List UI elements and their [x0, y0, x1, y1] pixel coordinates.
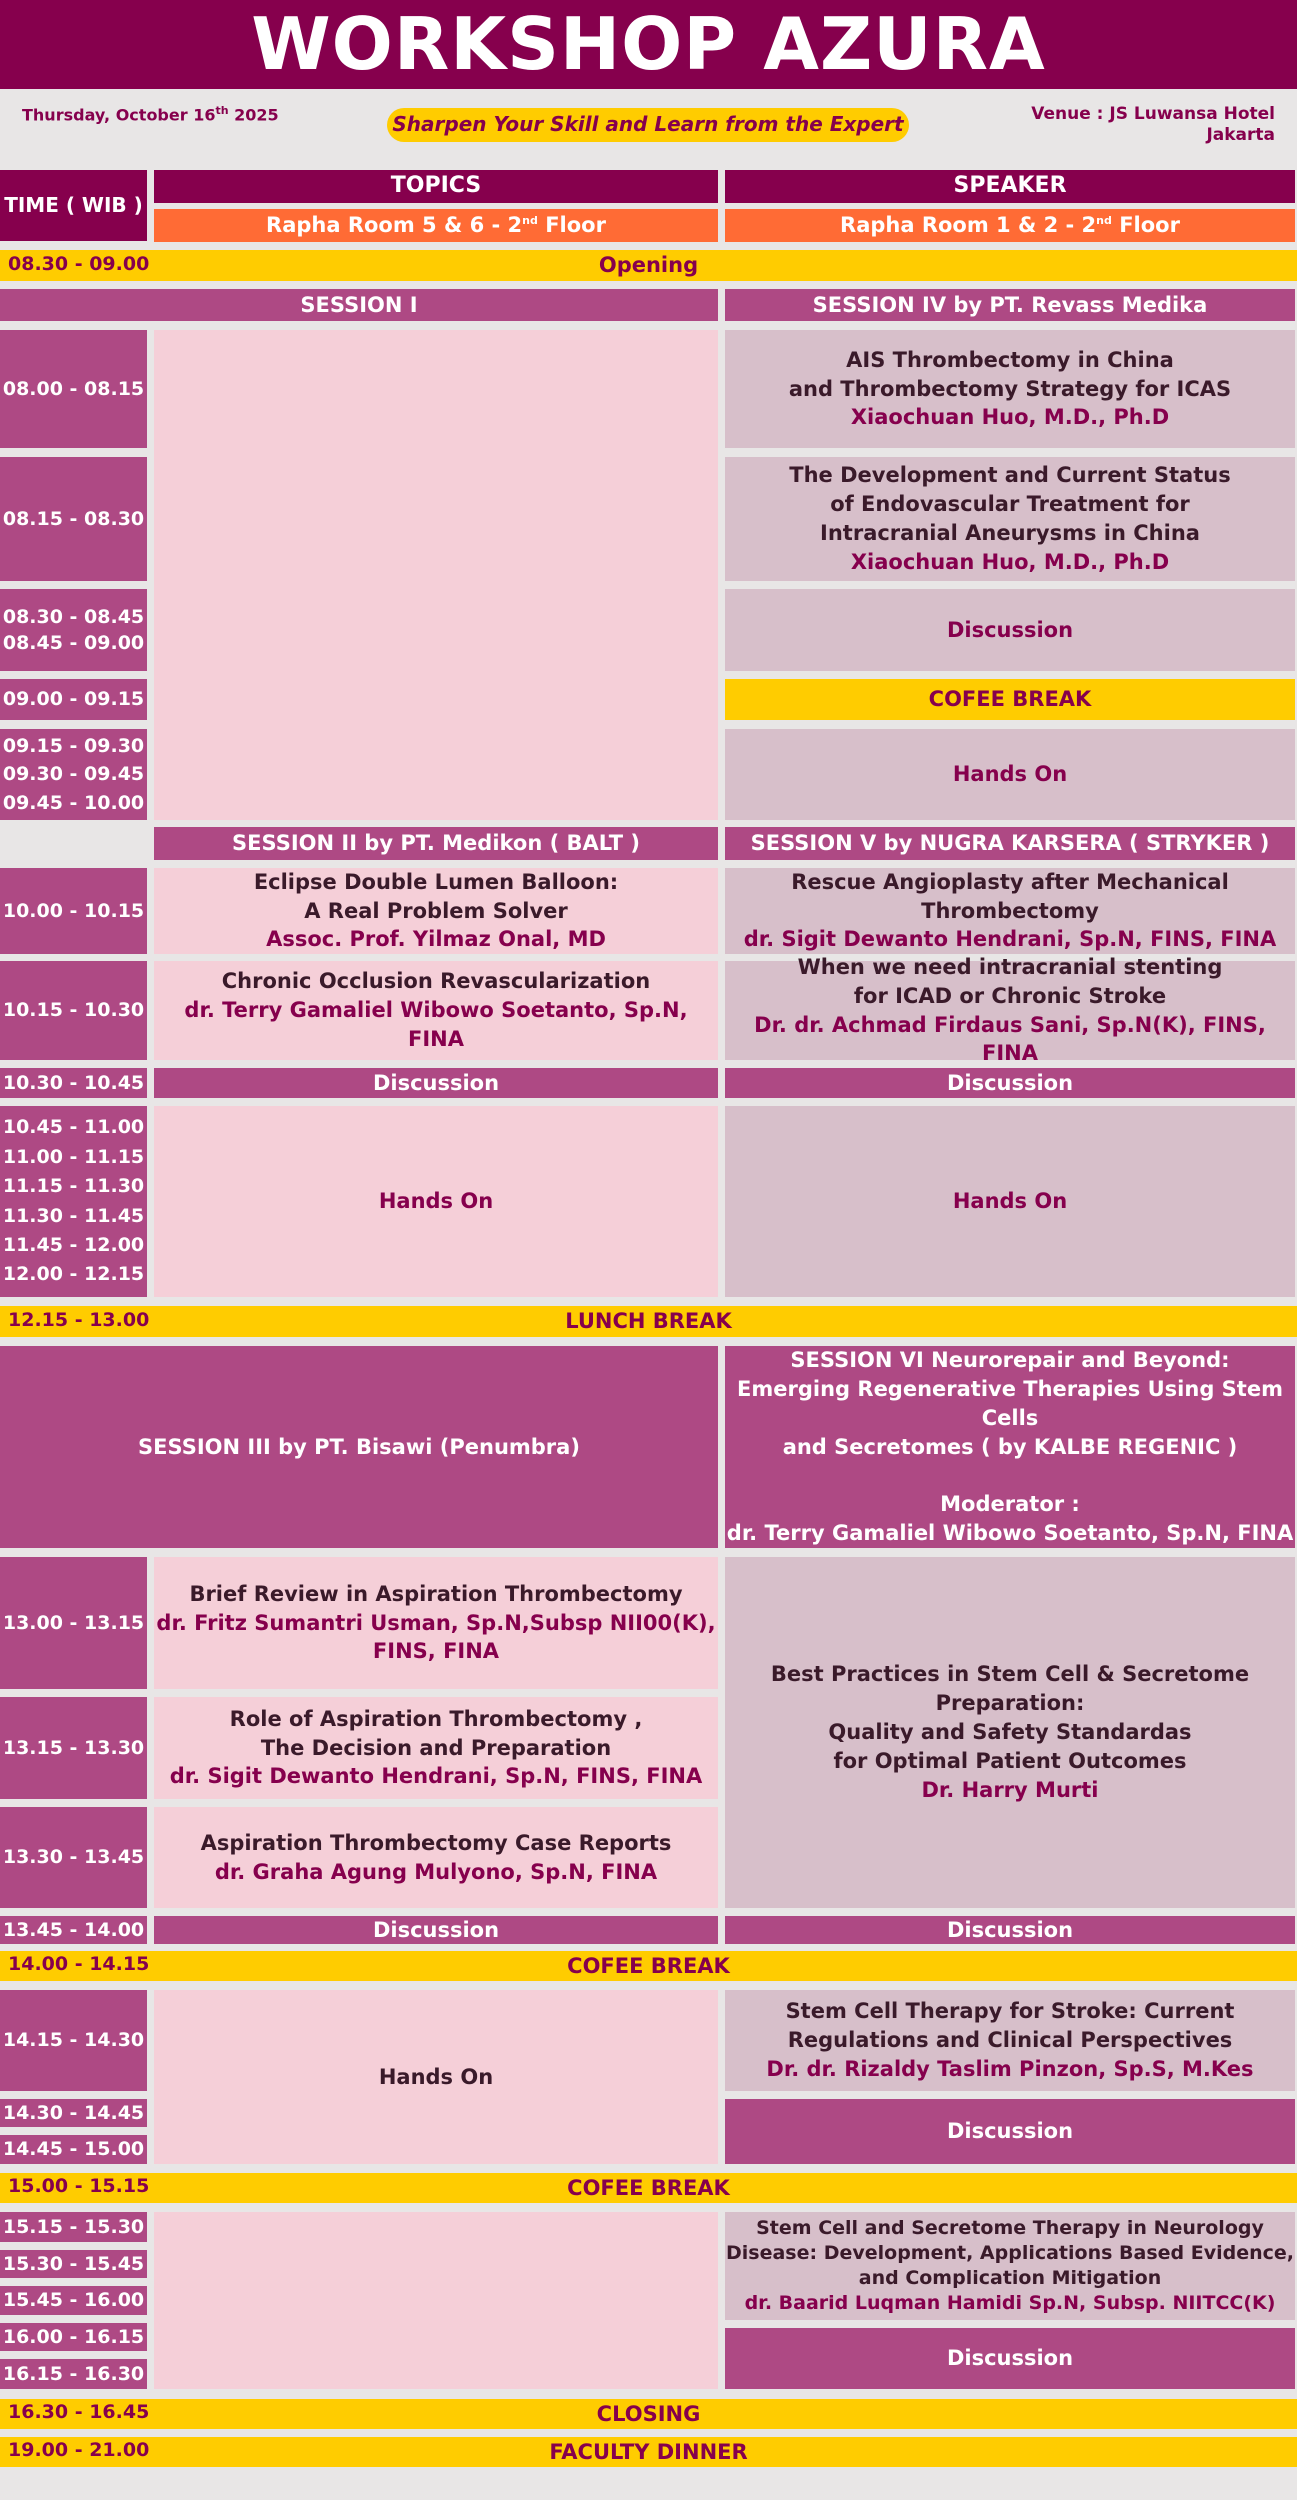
lunch-time: 12.15 - 13.00 [8, 1309, 150, 1331]
speaker-name: FINS, FINA [372, 1639, 500, 1664]
room-left-text: Rapha Room 5 & 6 - 2 [266, 213, 523, 238]
speaker-name: dr. Fritz Sumantri Usman, Sp.N,Subsp NII00(K), [156, 1610, 716, 1635]
break-bar [0, 1951, 1297, 1981]
talk-cell [725, 868, 1295, 954]
time-label: 11.30 - 11.45 [2, 1204, 145, 1227]
time-header-label: TIME ( WIB ) [4, 192, 143, 217]
talk-title: Aspiration Thrombectomy Case Reports [200, 1830, 672, 1855]
handson-label: Hands On [378, 2064, 494, 2089]
time-slot [0, 2212, 147, 2242]
time-label: 14.45 - 15.00 [2, 2138, 145, 2161]
discussion-cell [725, 2328, 1295, 2389]
moderator-label: Moderator : [940, 1491, 1080, 1516]
talk-title: Regulations and Clinical Perspectives [787, 2028, 1233, 2053]
speaker-name: Xiaochuan Huo, M.D., Ph.D [850, 405, 1170, 430]
closing-label: CLOSING [596, 2401, 701, 2426]
session-2-title: SESSION II by PT. Medikon ( BALT ) [232, 831, 640, 856]
talk-title: and Thrombectomy Strategy for ICAS [788, 376, 1232, 401]
speaker-name: Assoc. Prof. Yilmaz Onal, MD [266, 927, 606, 952]
tagline: Sharpen Your Skill and Learn from the Expert [392, 112, 904, 137]
talk-cell [725, 330, 1295, 448]
time-slot [0, 868, 147, 954]
time-label: 13.00 - 13.15 [2, 1611, 145, 1634]
venue [1031, 104, 1275, 147]
time-label: 10.15 - 10.30 [2, 999, 145, 1022]
speaker-name: dr. Sigit Dewanto Hendrani, Sp.N, FINS, FINA [743, 927, 1277, 952]
time-slot [0, 2286, 147, 2315]
time-slot [0, 961, 147, 1060]
discussion-cell [154, 1916, 718, 1944]
topics-column-header [154, 170, 718, 203]
talk-cell [154, 1807, 718, 1908]
time-slot [0, 1068, 147, 1098]
talk-title: Eclipse Double Lumen Balloon: [253, 869, 619, 894]
time-label: 11.00 - 11.15 [2, 1145, 145, 1168]
break-cell [725, 679, 1295, 720]
opening-bar [0, 250, 1297, 281]
time-slot [0, 2323, 147, 2351]
discussion-label: Discussion [946, 2119, 1074, 2144]
speaker-column-header [725, 170, 1295, 203]
discussion-cell [725, 589, 1295, 671]
time-label: 11.15 - 11.30 [2, 1175, 145, 1198]
dinner-label: FACULTY DINNER [549, 2439, 748, 2464]
date-year: 2025 [228, 105, 279, 125]
speaker-name: Dr. dr. Rizaldy Taslim Pinzon, Sp.S, M.Kes [766, 2056, 1254, 2081]
lunch-bar [0, 1306, 1297, 1337]
time-slot [0, 330, 147, 448]
talk-cell [725, 2212, 1295, 2320]
time-slot [0, 2359, 147, 2389]
time-label: 11.45 - 12.00 [2, 1233, 145, 1256]
time-slot [0, 1916, 147, 1944]
time-label: 08.30 - 08.45 [2, 605, 145, 628]
venue-line2: Jakarta [1206, 125, 1275, 146]
break-bar [0, 2173, 1297, 2203]
speaker-name: dr. Graha Agung Mulyono, Sp.N, FINA [214, 1859, 658, 1884]
session-1-body [154, 330, 718, 820]
room-right-text: Rapha Room 1 & 2 - 2 [840, 213, 1097, 238]
speaker-name: Xiaochuan Huo, M.D., Ph.D [850, 549, 1170, 574]
session-3-header [0, 1346, 718, 1548]
time-label: 10.00 - 10.15 [2, 899, 145, 922]
title-banner [0, 0, 1297, 89]
handson-cell [154, 1106, 718, 1297]
time-slot [0, 729, 147, 820]
talk-title: of Endovascular Treatment for [830, 492, 1190, 517]
time-slot [0, 2250, 147, 2278]
dinner-time: 19.00 - 21.00 [8, 2439, 150, 2461]
time-label: 09.00 - 09.15 [2, 688, 145, 711]
talk-title: Stem Cell and Secretome Therapy in Neurology [756, 2216, 1264, 2239]
time-label: 13.15 - 13.30 [2, 1736, 145, 1759]
room-left [154, 209, 718, 242]
moderator-name: dr. Terry Gamaliel Wibowo Soetanto, Sp.N, FINA [726, 1520, 1294, 1545]
session-1-title: SESSION I [300, 292, 418, 317]
talk-cell [154, 868, 718, 954]
break-label: COFEE BREAK [928, 687, 1092, 712]
talk-title: The Development and Current Status [789, 463, 1231, 488]
session-6-header [725, 1346, 1295, 1548]
session-2-header [154, 827, 718, 860]
session-3-title: SESSION III by PT. Bisawi (Penumbra) [138, 1434, 580, 1459]
time-label: 13.30 - 13.45 [2, 1846, 145, 1869]
page-title: WORKSHOP AZURA [251, 1, 1046, 86]
talk-title: and Complication Mitigation [858, 2267, 1162, 2289]
tagline-pill [387, 108, 909, 142]
time-label: 13.45 - 14.00 [2, 1918, 145, 1941]
handson-cell [154, 1990, 718, 2164]
handson-label: Hands On [952, 762, 1068, 787]
talk-cell [725, 1557, 1295, 1908]
room-right [725, 209, 1295, 242]
talk-title: for Optimal Patient Outcomes [833, 1748, 1187, 1773]
discussion-label: Discussion [372, 1070, 500, 1095]
speaker-header-label: SPEAKER [953, 173, 1067, 199]
talk-title: Brief Review in Aspiration Thrombectomy [189, 1581, 683, 1606]
room-left-sup: nd [522, 214, 538, 228]
time-label: 09.15 - 09.30 [2, 734, 145, 757]
session-5-header [725, 827, 1295, 860]
speaker-name: dr. Terry Gamaliel Wibowo Soetanto, Sp.N, FINA [184, 998, 688, 1051]
talk-cell [154, 1557, 718, 1689]
session-6-title: SESSION VI Neurorepair and Beyond: [790, 1348, 1230, 1373]
talk-title: The Decision and Preparation [260, 1735, 612, 1760]
time-label: 10.30 - 10.45 [2, 1071, 145, 1094]
break-time: 14.00 - 14.15 [8, 1953, 150, 1975]
time-slot [0, 1990, 147, 2091]
talk-title: Best Practices in Stem Cell & Secretome Preparation: [770, 1662, 1250, 1716]
time-slot [0, 2135, 147, 2164]
time-label: 08.15 - 08.30 [2, 507, 145, 530]
time-label: 16.15 - 16.30 [2, 2362, 145, 2385]
talk-title: Disease: Development, Applications Based Evidence, [725, 2241, 1294, 2264]
time-label: 16.00 - 16.15 [2, 2325, 145, 2348]
handson-cell [725, 1106, 1295, 1297]
time-slot [0, 457, 147, 581]
talk-cell [154, 961, 718, 1060]
talk-title: AIS Thrombectomy in China [846, 347, 1174, 372]
handson-cell [725, 729, 1295, 820]
time-slot [0, 1106, 147, 1297]
discussion-cell [725, 2099, 1295, 2164]
room-left-floor: Floor [537, 213, 606, 238]
speaker-name: dr. Baarid Luqman Hamidi Sp.N, Subsp. NIITCC(K) [744, 2292, 1276, 2315]
time-label: 08.45 - 09.00 [2, 632, 145, 654]
empty-cell [154, 2212, 718, 2389]
handson-label: Hands On [952, 1189, 1068, 1214]
session-4-title: SESSION IV by PT. Revass Medika [812, 292, 1208, 317]
venue-line1: Venue : JS Luwansa Hotel [1031, 104, 1275, 124]
talk-title: Intracranial Aneurysms in China [820, 521, 1200, 545]
time-label: 09.30 - 09.45 [2, 763, 145, 786]
time-label: 15.30 - 15.45 [2, 2252, 145, 2275]
talk-cell [154, 1697, 718, 1799]
time-label: 08.00 - 08.15 [2, 377, 145, 400]
time-label: 14.15 - 14.30 [2, 2029, 145, 2052]
discussion-cell [154, 1068, 718, 1098]
topics-header-label: TOPICS [390, 173, 482, 199]
break-time: 15.00 - 15.15 [8, 2175, 150, 2197]
time-label: 15.15 - 15.30 [2, 2215, 145, 2238]
talk-title: for ICAD or Chronic Stroke [853, 983, 1167, 1008]
time-label: 14.30 - 14.45 [2, 2101, 145, 2124]
time-label: 10.45 - 11.00 [2, 1116, 145, 1139]
closing-time: 16.30 - 16.45 [8, 2401, 150, 2423]
break-label: COFEE BREAK [567, 1953, 730, 1978]
discussion-label: Discussion [946, 1917, 1074, 1942]
discussion-label: Discussion [946, 2346, 1074, 2371]
handson-label: Hands On [378, 1189, 494, 1214]
time-column-header [0, 170, 147, 241]
break-label: COFEE BREAK [567, 2175, 730, 2200]
time-slot [0, 2099, 147, 2127]
discussion-label: Discussion [946, 617, 1074, 642]
session-1-header [0, 289, 718, 321]
time-label: 15.45 - 16.00 [2, 2289, 145, 2312]
opening-label: Opening [598, 253, 699, 278]
time-label: 12.00 - 12.15 [2, 1263, 145, 1286]
dinner-bar [0, 2437, 1297, 2467]
time-slot [0, 1807, 147, 1908]
event-date [22, 104, 279, 125]
closing-bar [0, 2399, 1297, 2429]
opening-time: 08.30 - 09.00 [8, 253, 150, 275]
talk-cell [725, 1990, 1295, 2091]
talk-title: Role of Aspiration Thrombectomy , [229, 1706, 643, 1731]
talk-title: Chronic Occlusion Revascularization [221, 969, 651, 994]
talk-title: Quality and Safety Standardas [828, 1720, 1192, 1745]
discussion-cell [725, 1916, 1295, 1944]
discussion-cell [725, 1068, 1295, 1098]
speaker-name: dr. Sigit Dewanto Hendrani, Sp.N, FINS, FINA [169, 1764, 703, 1789]
session-6-title: and Secretomes ( by KALBE REGENIC ) [782, 1435, 1238, 1459]
room-right-floor: Floor [1111, 213, 1180, 238]
speaker-name: Dr. Harry Murti [921, 1777, 1099, 1802]
session-6-title: Emerging Regenerative Therapies Using Stem Cells [737, 1377, 1283, 1431]
room-right-sup: nd [1096, 214, 1112, 228]
session-5-title: SESSION V by NUGRA KARSERA ( STRYKER ) [750, 831, 1270, 856]
speaker-name: Dr. dr. Achmad Firdaus Sani, Sp.N(K), FINS, FINA [754, 1012, 1266, 1066]
talk-title: When we need intracranial stenting [797, 954, 1223, 979]
time-slot [0, 1557, 147, 1689]
discussion-label: Discussion [372, 1917, 500, 1942]
talk-title: A Real Problem Solver [304, 898, 568, 923]
discussion-label: Discussion [946, 1070, 1074, 1095]
time-slot [0, 679, 147, 720]
talk-cell [725, 457, 1295, 581]
time-slot [0, 589, 147, 671]
time-slot [0, 1697, 147, 1799]
talk-cell [725, 954, 1295, 1066]
session-4-header [725, 289, 1295, 321]
talk-title: Stem Cell Therapy for Stroke: Current [785, 1999, 1235, 2024]
lunch-label: LUNCH BREAK [565, 1309, 732, 1334]
date-sup: th [215, 104, 229, 117]
date-text: Thursday, October 16 [22, 105, 216, 125]
time-label: 09.45 - 10.00 [2, 791, 145, 814]
talk-title: Rescue Angioplasty after Mechanical Thrombectomy [791, 869, 1229, 923]
